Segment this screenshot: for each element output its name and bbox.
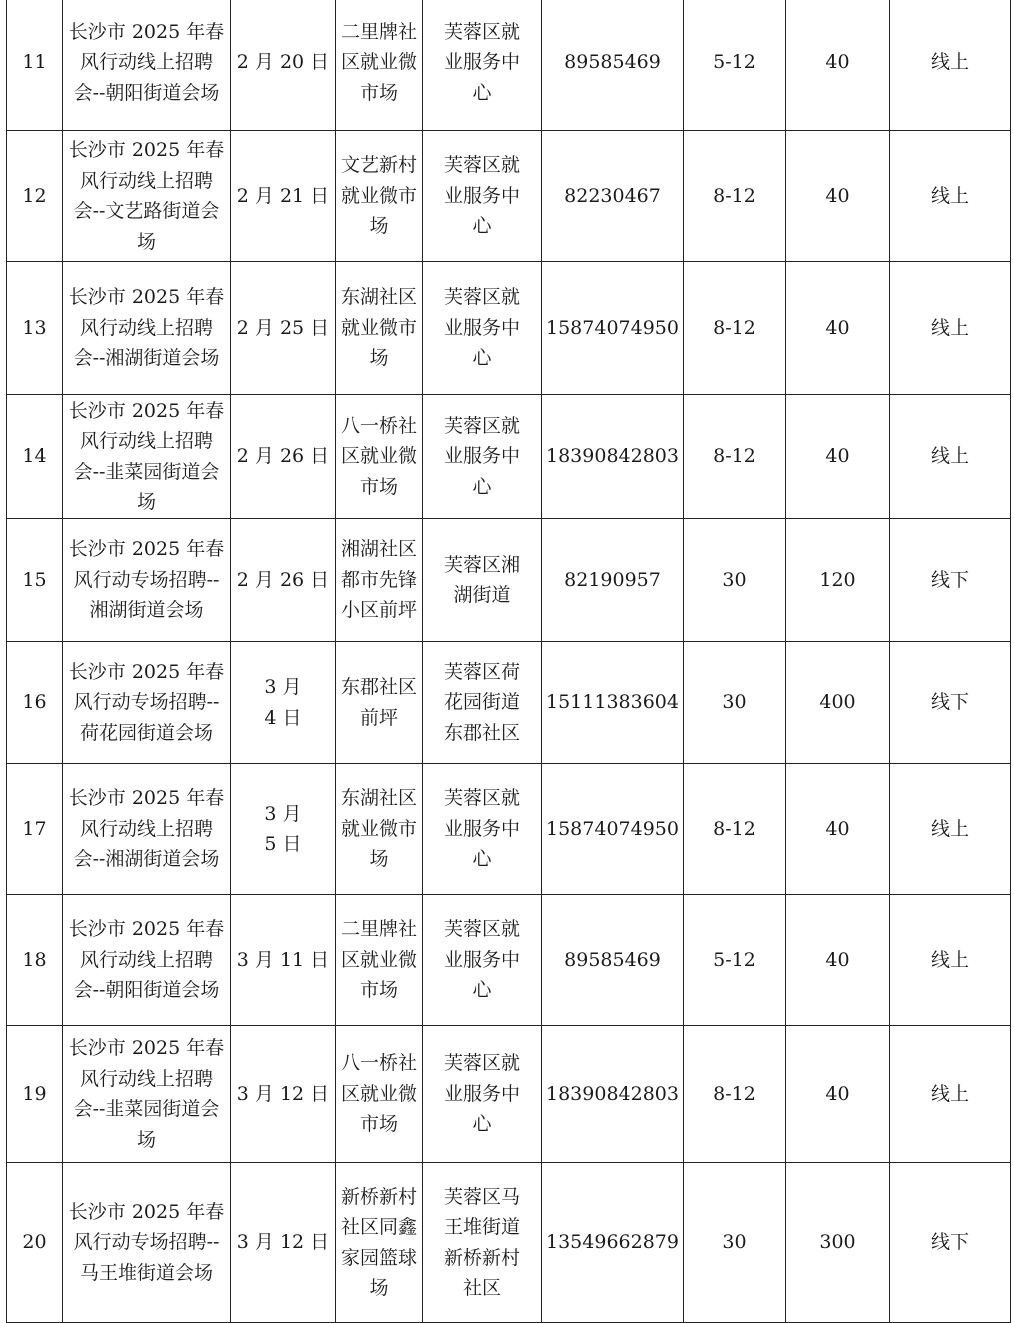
event-name-text: 长沙市 2025 年春风行动线上招聘会--韭菜园街道会场 xyxy=(68,399,225,513)
row-index-cell: 14 xyxy=(7,395,63,519)
event-name-text: 长沙市 2025 年春风行动专场招聘--湘湖街道会场 xyxy=(68,538,225,622)
table-row xyxy=(7,764,1011,895)
mode-cell: 线上 xyxy=(890,131,1011,262)
employer-count-cell: 30 xyxy=(684,519,786,642)
row-index-cell: 12 xyxy=(7,131,63,262)
event-name-text: 长沙市 2025 年春风行动线上招聘会--湘湖街道会场 xyxy=(68,787,225,871)
event-name-cell xyxy=(63,642,231,764)
venue-text: 八一桥社区就业微市场 xyxy=(340,1052,417,1136)
phone-cell: 82190957 xyxy=(542,519,684,642)
position-count-cell: 300 xyxy=(786,1163,890,1323)
employer-count-cell: 8-12 xyxy=(684,262,786,395)
employer-count-cell: 30 xyxy=(684,642,786,764)
position-count-cell: 40 xyxy=(786,262,890,395)
event-date-text: 2 月 25 日 xyxy=(236,316,330,339)
venue-cell xyxy=(336,1163,423,1323)
organizer-text: 芙蓉区就业服务中心 xyxy=(443,414,520,498)
table-body xyxy=(7,0,1011,1323)
mode-cell: 线上 xyxy=(890,262,1011,395)
position-count-cell: 40 xyxy=(786,895,890,1026)
venue-text: 东湖社区就业微市场 xyxy=(340,787,417,871)
phone-cell: 15874074950 xyxy=(542,764,684,895)
venue-text: 八一桥社区就业微市场 xyxy=(340,414,417,498)
mode-cell: 线下 xyxy=(890,642,1011,764)
phone-cell: 82230467 xyxy=(542,131,684,262)
event-name-text: 长沙市 2025 年春风行动线上招聘会--湘湖街道会场 xyxy=(68,286,225,370)
venue-text: 东郡社区前坪 xyxy=(340,676,417,729)
mode-cell: 线上 xyxy=(890,0,1011,131)
event-date-cell xyxy=(231,642,336,764)
position-count-cell: 40 xyxy=(786,395,890,519)
event-date-cell xyxy=(231,262,336,395)
organizer-cell xyxy=(423,895,542,1026)
table-row xyxy=(7,895,1011,1026)
event-name-cell xyxy=(63,395,231,519)
event-date-cell xyxy=(231,895,336,1026)
event-name-text: 长沙市 2025 年春风行动专场招聘--荷花园街道会场 xyxy=(68,660,225,744)
job-fair-schedule-table xyxy=(6,0,1011,1323)
table-row xyxy=(7,1026,1011,1163)
venue-text: 湘湖社区都市先锋小区前坪 xyxy=(340,538,417,622)
organizer-cell xyxy=(423,131,542,262)
position-count-cell: 40 xyxy=(786,1026,890,1163)
event-name-cell xyxy=(63,1026,231,1163)
venue-text: 东湖社区就业微市场 xyxy=(340,286,417,370)
position-count-cell: 400 xyxy=(786,642,890,764)
mode-cell: 线上 xyxy=(890,1026,1011,1163)
venue-cell xyxy=(336,262,423,395)
employer-count-cell: 5-12 xyxy=(684,0,786,131)
table-row xyxy=(7,395,1011,519)
organizer-text: 芙蓉区就业服务中心 xyxy=(443,1052,520,1136)
event-date-cell xyxy=(231,519,336,642)
venue-text: 文艺新村就业微市场 xyxy=(340,154,417,238)
row-index-cell: 17 xyxy=(7,764,63,895)
organizer-text: 芙蓉区就业服务中心 xyxy=(443,918,520,1002)
organizer-text: 芙蓉区就业服务中心 xyxy=(443,20,520,104)
event-name-cell xyxy=(63,519,231,642)
event-date-cell xyxy=(231,0,336,131)
organizer-text: 芙蓉区就业服务中心 xyxy=(443,154,520,238)
event-name-text: 长沙市 2025 年春风行动专场招聘--马王堆街道会场 xyxy=(68,1200,225,1284)
event-name-text: 长沙市 2025 年春风行动线上招聘会--朝阳街道会场 xyxy=(68,20,225,104)
event-date-text: 2 月 21 日 xyxy=(236,184,330,207)
event-name-cell xyxy=(63,131,231,262)
phone-cell: 89585469 xyxy=(542,895,684,1026)
row-index-cell: 18 xyxy=(7,895,63,1026)
organizer-text: 芙蓉区就业服务中心 xyxy=(443,787,520,871)
organizer-cell xyxy=(423,262,542,395)
position-count-cell: 40 xyxy=(786,131,890,262)
phone-cell: 15111383604 xyxy=(542,642,684,764)
mode-cell: 线下 xyxy=(890,519,1011,642)
organizer-cell xyxy=(423,395,542,519)
venue-cell xyxy=(336,519,423,642)
event-date-text: 2 月 26 日 xyxy=(236,445,330,468)
table-row xyxy=(7,262,1011,395)
venue-cell xyxy=(336,131,423,262)
venue-cell xyxy=(336,764,423,895)
event-date-text: 2 月 20 日 xyxy=(236,51,330,74)
organizer-text: 芙蓉区就业服务中心 xyxy=(443,286,520,370)
venue-text: 新桥新村社区同鑫家园篮球场 xyxy=(340,1185,417,1299)
event-date-cell xyxy=(231,1163,336,1323)
event-date-text: 2 月 26 日 xyxy=(236,568,330,591)
event-name-cell xyxy=(63,764,231,895)
event-name-text: 长沙市 2025 年春风行动线上招聘会--朝阳街道会场 xyxy=(68,918,225,1002)
event-date-cell xyxy=(231,764,336,895)
organizer-text: 芙蓉区荷花园街道东郡社区 xyxy=(443,660,520,744)
table-row xyxy=(7,0,1011,131)
table-row xyxy=(7,1163,1011,1323)
phone-cell: 15874074950 xyxy=(542,262,684,395)
position-count-cell: 40 xyxy=(786,0,890,131)
event-name-text: 长沙市 2025 年春风行动线上招聘会--韭菜园街道会场 xyxy=(68,1037,225,1151)
employer-count-cell: 30 xyxy=(684,1163,786,1323)
employer-count-cell: 5-12 xyxy=(684,895,786,1026)
organizer-cell xyxy=(423,764,542,895)
phone-cell: 18390842803 xyxy=(542,1026,684,1163)
venue-text: 二里牌社区就业微市场 xyxy=(340,20,417,104)
event-name-cell xyxy=(63,262,231,395)
row-index-cell: 20 xyxy=(7,1163,63,1323)
employer-count-cell: 8-12 xyxy=(684,1026,786,1163)
row-index-cell: 16 xyxy=(7,642,63,764)
event-date-cell xyxy=(231,131,336,262)
organizer-cell xyxy=(423,0,542,131)
phone-cell: 18390842803 xyxy=(542,395,684,519)
organizer-cell xyxy=(423,1026,542,1163)
venue-cell xyxy=(336,1026,423,1163)
venue-cell xyxy=(336,395,423,519)
event-name-cell xyxy=(63,1163,231,1323)
event-date-text: 3 月 11 日 xyxy=(236,948,330,971)
employer-count-cell: 8-12 xyxy=(684,395,786,519)
row-index-cell: 15 xyxy=(7,519,63,642)
position-count-cell: 40 xyxy=(786,764,890,895)
phone-cell: 13549662879 xyxy=(542,1163,684,1323)
event-date-text: 3 月 5 日 xyxy=(264,802,302,855)
venue-cell xyxy=(336,0,423,131)
venue-cell xyxy=(336,895,423,1026)
event-name-cell xyxy=(63,0,231,131)
venue-cell xyxy=(336,642,423,764)
organizer-text: 芙蓉区湘湖街道 xyxy=(443,553,520,606)
table-row xyxy=(7,519,1011,642)
employer-count-cell: 8-12 xyxy=(684,131,786,262)
event-date-text: 3 月 12 日 xyxy=(236,1231,330,1254)
row-index-cell: 19 xyxy=(7,1026,63,1163)
event-date-cell xyxy=(231,1026,336,1163)
organizer-text: 芙蓉区马王堆街道新桥新村社区 xyxy=(443,1185,520,1299)
phone-cell: 89585469 xyxy=(542,0,684,131)
position-count-cell: 120 xyxy=(786,519,890,642)
venue-text: 二里牌社区就业微市场 xyxy=(340,918,417,1002)
event-date-text: 3 月 4 日 xyxy=(264,676,302,729)
mode-cell: 线下 xyxy=(890,1163,1011,1323)
mode-cell: 线上 xyxy=(890,395,1011,519)
table-row xyxy=(7,642,1011,764)
event-name-cell xyxy=(63,895,231,1026)
mode-cell: 线上 xyxy=(890,895,1011,1026)
table-row xyxy=(7,131,1011,262)
mode-cell: 线上 xyxy=(890,764,1011,895)
organizer-cell xyxy=(423,519,542,642)
organizer-cell xyxy=(423,642,542,764)
organizer-cell xyxy=(423,1163,542,1323)
employer-count-cell: 8-12 xyxy=(684,764,786,895)
event-date-text: 3 月 12 日 xyxy=(236,1082,330,1105)
event-date-cell xyxy=(231,395,336,519)
row-index-cell: 13 xyxy=(7,262,63,395)
row-index-cell: 11 xyxy=(7,0,63,131)
event-name-text: 长沙市 2025 年春风行动线上招聘会--文艺路街道会场 xyxy=(68,139,225,253)
